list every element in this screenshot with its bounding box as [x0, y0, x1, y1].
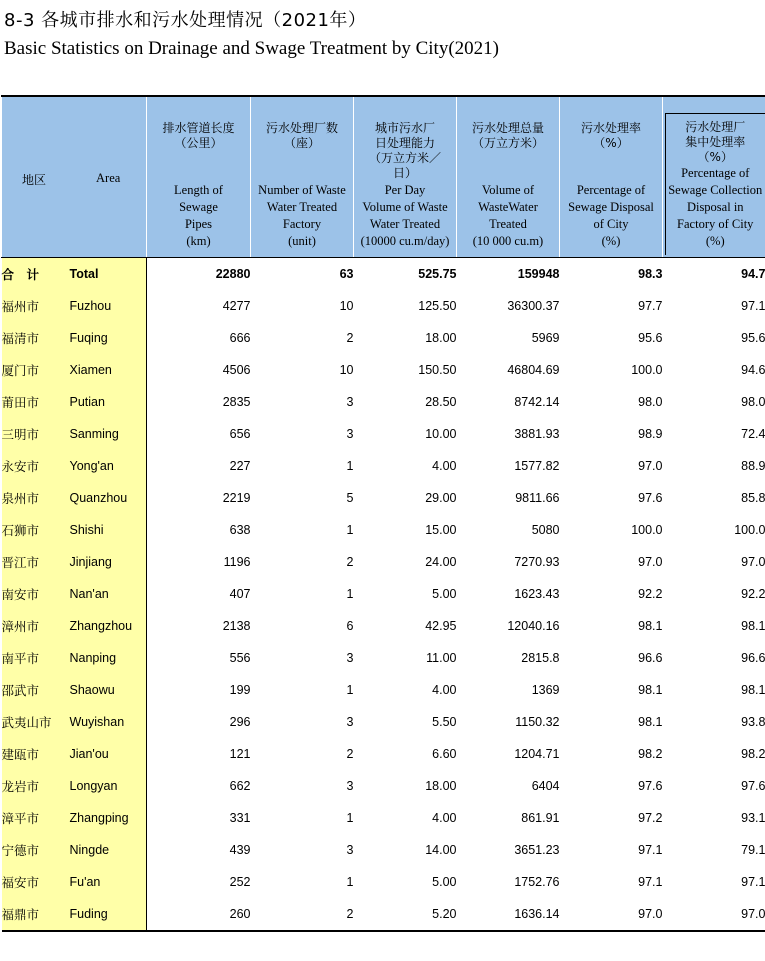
- value-cell: 1196: [223, 555, 251, 569]
- value-cell: 72.4: [741, 427, 765, 441]
- value-cell: 100.0: [734, 523, 765, 537]
- value-cell: 10: [339, 299, 354, 313]
- value-cell: 97.0: [638, 459, 663, 473]
- table-row: [2, 578, 765, 610]
- value-cell: 98.1: [638, 715, 663, 729]
- area-name-en: Putian: [70, 386, 147, 418]
- value-cell: 14.00: [425, 843, 457, 857]
- value-cell: 46804.69: [507, 363, 560, 377]
- area-name-cn: 福鼎市: [2, 898, 70, 931]
- header-last-box: [665, 113, 765, 255]
- value-cell: 100.0: [631, 363, 663, 377]
- value-cell: 2: [346, 331, 354, 345]
- value-cell: 662: [229, 779, 251, 793]
- table-row: [2, 610, 765, 642]
- area-name-cn: 永安市: [2, 450, 70, 482]
- value-cell: 97.1: [638, 843, 663, 857]
- area-name-cn: 漳平市: [2, 802, 70, 834]
- value-cell: 10.00: [425, 427, 457, 441]
- value-cell: 3651.23: [514, 843, 560, 857]
- area-name-cn: 邵武市: [2, 674, 70, 706]
- table-row: [2, 834, 765, 866]
- value-cell: 5080: [531, 523, 560, 537]
- page-title-en: Basic Statistics on Drainage and Swage Treatment by City(2021): [4, 38, 499, 59]
- value-cell: 1: [346, 683, 354, 697]
- value-cell: 36300.37: [507, 299, 560, 313]
- area-name-en: Fuqing: [70, 322, 147, 354]
- value-cell: 98.9: [638, 427, 663, 441]
- value-cell: 88.9: [741, 459, 765, 473]
- value-cell: 94.6: [741, 363, 765, 377]
- table-row: [2, 642, 765, 674]
- value-cell: 4.00: [432, 811, 457, 825]
- value-cell: 97.1: [741, 299, 765, 313]
- area-name-en: Wuyishan: [70, 706, 147, 738]
- value-cell: 2219: [222, 491, 251, 505]
- header-disposal-percentage: [560, 96, 663, 258]
- area-name-en: Ningde: [70, 834, 147, 866]
- value-cell: 98.1: [638, 683, 663, 697]
- value-cell: 98.0: [638, 395, 663, 409]
- area-name-en: Zhangping: [70, 802, 147, 834]
- value-cell: 95.6: [638, 331, 663, 345]
- area-name-en: Jian'ou: [70, 738, 147, 770]
- value-cell: 1: [346, 875, 354, 889]
- area-name-cn: 建瓯市: [2, 738, 70, 770]
- header-label-cn: 污水处理厂数 （座）: [265, 121, 338, 150]
- value-cell: 1752.76: [514, 875, 560, 889]
- value-cell: 96.6: [741, 651, 765, 665]
- value-cell: 331: [229, 811, 251, 825]
- value-cell: 1577.82: [514, 459, 560, 473]
- value-cell: 97.0: [560, 898, 663, 931]
- header-label-cn: 城市污水厂 日处理能力 （万立方米／ 日）: [368, 121, 441, 180]
- value-cell: 85.8: [741, 491, 765, 505]
- value-cell: 556: [229, 651, 251, 665]
- value-cell: 252: [229, 875, 251, 889]
- area-name-en: Zhangzhou: [70, 610, 147, 642]
- area-name-cn: 龙岩市: [2, 770, 70, 802]
- area-name-en: Nanping: [70, 642, 147, 674]
- value-cell: 525.75: [418, 267, 457, 281]
- header-treatment-factories: [251, 96, 354, 258]
- area-name-cn: 福州市: [2, 290, 70, 322]
- value-cell: 10: [339, 363, 354, 377]
- header-label-en: Percentage of Sewage Disposal of City (%): [568, 183, 654, 248]
- header-label-cn: 污水处理率 （%）: [580, 121, 641, 150]
- value-cell: 3: [346, 651, 354, 665]
- value-cell: 63: [339, 267, 354, 281]
- area-name-en: Longyan: [70, 770, 147, 802]
- area-name-en: Nan'an: [70, 578, 147, 610]
- value-cell: 1369: [531, 683, 560, 697]
- value-cell: 5.00: [432, 875, 457, 889]
- value-cell: 94.7: [741, 267, 765, 281]
- table-row: [2, 738, 765, 770]
- header-label-en: Length of Sewage Pipes (km): [174, 183, 223, 248]
- area-name-en: Quanzhou: [70, 482, 147, 514]
- value-cell: 5.00: [432, 587, 457, 601]
- value-cell: 2: [346, 747, 354, 761]
- header-daily-capacity: [354, 96, 457, 258]
- value-cell: 97.6: [741, 779, 765, 793]
- value-cell: 3: [346, 779, 354, 793]
- value-cell: 4.00: [432, 459, 457, 473]
- value-cell: 98.1: [741, 619, 765, 633]
- area-name-cn: 南安市: [2, 578, 70, 610]
- value-cell: 1204.71: [514, 747, 560, 761]
- value-cell: 95.6: [741, 331, 765, 345]
- area-name-cn: 三明市: [2, 418, 70, 450]
- value-cell: 5.20: [354, 898, 457, 931]
- value-cell: 6404: [531, 779, 560, 793]
- value-cell: 3: [346, 427, 354, 441]
- value-cell: 97.1: [638, 875, 663, 889]
- value-cell: 407: [229, 587, 251, 601]
- table-row: [2, 866, 765, 898]
- value-cell: 5969: [531, 331, 560, 345]
- header-label-en: Volume of WasteWater Treated (10 000 cu.m): [472, 183, 544, 248]
- area-name-en: Fuzhou: [70, 290, 147, 322]
- table-row: [2, 898, 765, 931]
- value-cell: 100.0: [631, 523, 663, 537]
- value-cell: 97.1: [741, 875, 765, 889]
- value-cell: 98.1: [741, 683, 765, 697]
- area-name-cn: 石狮市: [2, 514, 70, 546]
- table-row: [2, 514, 765, 546]
- value-cell: 98.0: [741, 395, 765, 409]
- value-cell: 7270.93: [514, 555, 560, 569]
- value-cell: 439: [229, 843, 251, 857]
- value-cell: 861.91: [521, 811, 560, 825]
- value-cell: 98.1: [638, 619, 663, 633]
- page-title-cn: 8-3 各城市排水和污水处理情况（2021年）: [4, 10, 367, 31]
- value-cell: 97.0: [663, 898, 765, 931]
- value-cell: 98.2: [638, 747, 663, 761]
- table-row: [2, 290, 765, 322]
- value-cell: 296: [229, 715, 251, 729]
- value-cell: 1636.14: [457, 898, 560, 931]
- drainage-statistics-table: [1, 95, 765, 932]
- header-label-cn: 污水处理总量 （万立方米）: [471, 121, 544, 150]
- value-cell: 96.6: [638, 651, 663, 665]
- area-name-en: Jinjiang: [70, 546, 147, 578]
- value-cell: 98.3: [638, 267, 663, 281]
- area-name-cn: 泉州市: [2, 482, 70, 514]
- header-label-en: Number of Waste Water Treated Factory (unit): [258, 183, 346, 248]
- value-cell: 6: [346, 619, 354, 633]
- header-label-cn: 污水处理厂 集中处理率 （%）: [685, 120, 746, 164]
- value-cell: 97.0: [638, 555, 663, 569]
- header-label-en: Percentage of Sewage Collection Disposal in Factory of City (%): [668, 166, 763, 248]
- table-header-row: [2, 96, 765, 258]
- area-name-cn: 晋江市: [2, 546, 70, 578]
- value-cell: 22880: [215, 267, 251, 281]
- header-area-en: Area: [96, 171, 121, 185]
- value-cell: 121: [229, 747, 251, 761]
- area-name-en: Fu'an: [70, 866, 147, 898]
- value-cell: 3: [346, 715, 354, 729]
- value-cell: 18.00: [425, 331, 457, 345]
- table-row: [2, 546, 765, 578]
- table-row: [2, 802, 765, 834]
- area-name-cn: 漳州市: [2, 610, 70, 642]
- value-cell: 93.8: [741, 715, 765, 729]
- value-cell: 42.95: [425, 619, 457, 633]
- table-row: [2, 418, 765, 450]
- area-name-en: Fuding: [70, 898, 147, 931]
- value-cell: 3881.93: [514, 427, 560, 441]
- value-cell: 92.2: [638, 587, 663, 601]
- table-row: [2, 450, 765, 482]
- area-name-cn: 合 计: [2, 258, 70, 291]
- header-label-cn: 排水管道长度 （公里）: [162, 121, 235, 150]
- header-collection-disposal-percentage: [663, 96, 765, 258]
- value-cell: 2: [346, 555, 354, 569]
- value-cell: 2: [251, 898, 354, 931]
- table-row: [2, 386, 765, 418]
- table-body: [2, 258, 765, 932]
- area-name-en: Shaowu: [70, 674, 147, 706]
- value-cell: 1: [346, 811, 354, 825]
- area-name-cn: 福安市: [2, 866, 70, 898]
- value-cell: 79.1: [741, 843, 765, 857]
- value-cell: 28.50: [425, 395, 457, 409]
- value-cell: 1150.32: [515, 715, 560, 729]
- value-cell: 5.50: [432, 715, 457, 729]
- header-label-en: Per Day Volume of Waste Water Treated (10000 cu.m/day): [360, 183, 450, 248]
- table-row: [2, 770, 765, 802]
- value-cell: 159948: [517, 267, 560, 281]
- value-cell: 2835: [222, 395, 251, 409]
- area-name-cn: 莆田市: [2, 386, 70, 418]
- value-cell: 3: [346, 395, 354, 409]
- value-cell: 97.7: [638, 299, 663, 313]
- area-name-cn: 南平市: [2, 642, 70, 674]
- value-cell: 2138: [222, 619, 251, 633]
- value-cell: 260: [147, 898, 251, 931]
- value-cell: 656: [229, 427, 251, 441]
- table-row: [2, 322, 765, 354]
- value-cell: 24.00: [425, 555, 457, 569]
- area-name-en: Xiamen: [70, 354, 147, 386]
- value-cell: 4277: [222, 299, 251, 313]
- value-cell: 1623.43: [514, 587, 560, 601]
- value-cell: 1: [346, 523, 354, 537]
- area-name-en: Sanming: [70, 418, 147, 450]
- value-cell: 150.50: [418, 363, 457, 377]
- table-row: [2, 674, 765, 706]
- value-cell: 29.00: [425, 491, 457, 505]
- area-name-en: Shishi: [70, 514, 147, 546]
- value-cell: 5: [346, 491, 354, 505]
- value-cell: 666: [229, 331, 251, 345]
- value-cell: 2815.8: [521, 651, 560, 665]
- value-cell: 3: [346, 843, 354, 857]
- area-name-cn: 福清市: [2, 322, 70, 354]
- area-name-en: Total: [70, 258, 147, 291]
- value-cell: 125.50: [418, 299, 457, 313]
- value-cell: 4.00: [432, 683, 457, 697]
- value-cell: 97.0: [741, 555, 765, 569]
- value-cell: 9811.66: [515, 491, 560, 505]
- value-cell: 199: [229, 683, 251, 697]
- area-name-en: Yong'an: [70, 450, 147, 482]
- value-cell: 11.00: [426, 651, 457, 665]
- value-cell: 1: [346, 587, 354, 601]
- value-cell: 1: [346, 459, 354, 473]
- header-area-cn: 地区: [22, 173, 47, 187]
- value-cell: 97.6: [638, 491, 663, 505]
- value-cell: 8742.14: [514, 395, 560, 409]
- value-cell: 15.00: [425, 523, 457, 537]
- value-cell: 98.2: [741, 747, 765, 761]
- table-row-total: [2, 258, 765, 291]
- value-cell: 18.00: [425, 779, 457, 793]
- table-row: [2, 482, 765, 514]
- value-cell: 638: [229, 523, 251, 537]
- header-area: [2, 96, 147, 258]
- value-cell: 92.2: [741, 587, 765, 601]
- value-cell: 97.6: [638, 779, 663, 793]
- area-name-cn: 厦门市: [2, 354, 70, 386]
- header-total-treated-volume: [457, 96, 560, 258]
- area-name-cn: 武夷山市: [2, 706, 70, 738]
- table-row: [2, 706, 765, 738]
- table-row: [2, 354, 765, 386]
- value-cell: 4506: [222, 363, 251, 377]
- header-sewage-pipe-length: [147, 96, 251, 258]
- area-name-cn: 宁德市: [2, 834, 70, 866]
- value-cell: 97.2: [638, 811, 663, 825]
- value-cell: 93.1: [741, 811, 765, 825]
- value-cell: 12040.16: [507, 619, 560, 633]
- value-cell: 227: [229, 459, 251, 473]
- value-cell: 6.60: [432, 747, 457, 761]
